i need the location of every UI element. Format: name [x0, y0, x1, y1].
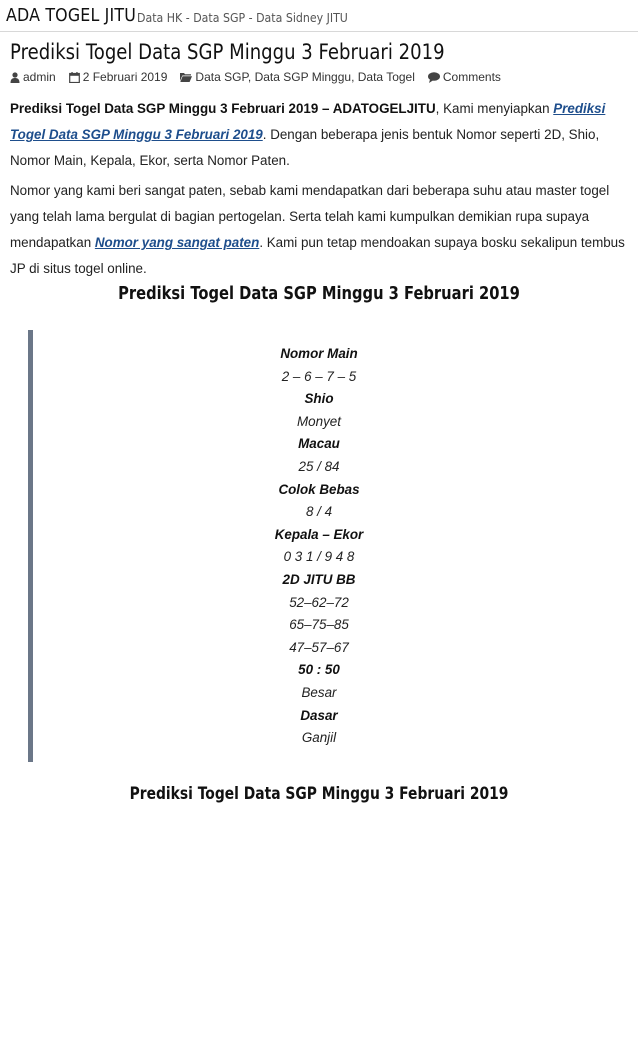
prediction-label: Shio	[304, 391, 334, 407]
prediction-value: 2 – 6 – 7 – 5	[281, 368, 357, 384]
prediction-label: 50 : 50	[298, 662, 340, 678]
prediction-label: 2D JITU BB	[282, 571, 356, 587]
prediction-value: 0 3 1 / 9 4 8	[283, 549, 355, 565]
intro-paragraph	[10, 96, 630, 174]
para2-text-1: Nomor yang kami beri sangat paten, sebab kami mendapatkan dari beberapa suhu atau master togel yang telah lama bergulat di bagian pertogelan. Serta telah kami kumpulkan demikian rupa supaya mendapatkan	[10, 183, 610, 250]
meta-comments	[428, 70, 501, 84]
site-title[interactable]: ADA TOGEL JITU	[6, 5, 136, 26]
intro-bold-lead: Prediksi Togel Data SGP Minggu 3 Februari 2019 – ADATOGELJITU	[10, 101, 436, 116]
meta-author	[10, 70, 56, 84]
prediction-value: 25 / 84	[298, 458, 340, 474]
meta-date	[69, 70, 168, 84]
site-header	[0, 0, 638, 32]
para2-text-2: . Kami pun tetap mendoakan supaya bosku sekalipun tembus JP di situs togel online.	[10, 235, 625, 276]
author-link[interactable]: admin	[23, 70, 56, 84]
intro-link[interactable]: Prediksi Togel Data SGP Minggu 3 Februari 2019	[10, 101, 606, 142]
comment-icon	[428, 72, 440, 83]
prediction-value: Monyet	[297, 413, 341, 429]
post-content	[10, 96, 630, 286]
prediction-label: Colok Bebas	[278, 481, 360, 497]
comments-link[interactable]: Comments	[442, 70, 501, 84]
folder-icon	[180, 72, 192, 82]
site-description: Data HK - Data SGP - Data Sidney JITU	[137, 10, 348, 25]
prediction-value: 52–62–72	[289, 594, 349, 610]
body-paragraph	[10, 178, 630, 282]
prediction-list	[0, 343, 638, 750]
prediction-label: Macau	[298, 436, 340, 452]
prediction-heading: Prediksi Togel Data SGP Minggu 3 Februari 2019	[118, 284, 520, 304]
prediction-value: 8 / 4	[305, 504, 333, 520]
prediction-value: 65–75–85	[289, 617, 349, 633]
prediction-label: Nomor Main	[280, 346, 358, 361]
prediction-label: Dasar	[300, 707, 338, 723]
prediction-heading-bottom: Prediksi Togel Data SGP Minggu 3 Februari 2019	[129, 784, 509, 803]
intro-text-1: , Kami menyiapkan	[435, 101, 554, 116]
prediction-value: Ganjil	[301, 730, 337, 746]
prediction-label: Kepala – Ekor	[274, 526, 364, 542]
intro-text-2: . Dengan beberapa jenis bentuk Nomor seperti 2D, Shio, Nomor Main, Kepala, Ekor, serta Nomor Paten.	[10, 127, 600, 168]
prediction-value: 47–57–67	[289, 639, 349, 655]
post-meta	[10, 70, 514, 84]
post-date[interactable]: 2 Februari 2019	[82, 70, 168, 84]
user-icon	[10, 72, 20, 83]
prediction-value: Besar	[301, 684, 337, 700]
calendar-icon	[69, 72, 80, 83]
post-categories[interactable]: Data SGP, Data SGP Minggu, Data Togel	[195, 70, 415, 84]
post-title: Prediksi Togel Data SGP Minggu 3 Februari 2019	[10, 40, 445, 64]
para2-link[interactable]: Nomor yang sangat paten	[94, 235, 260, 250]
meta-categories	[180, 70, 414, 84]
